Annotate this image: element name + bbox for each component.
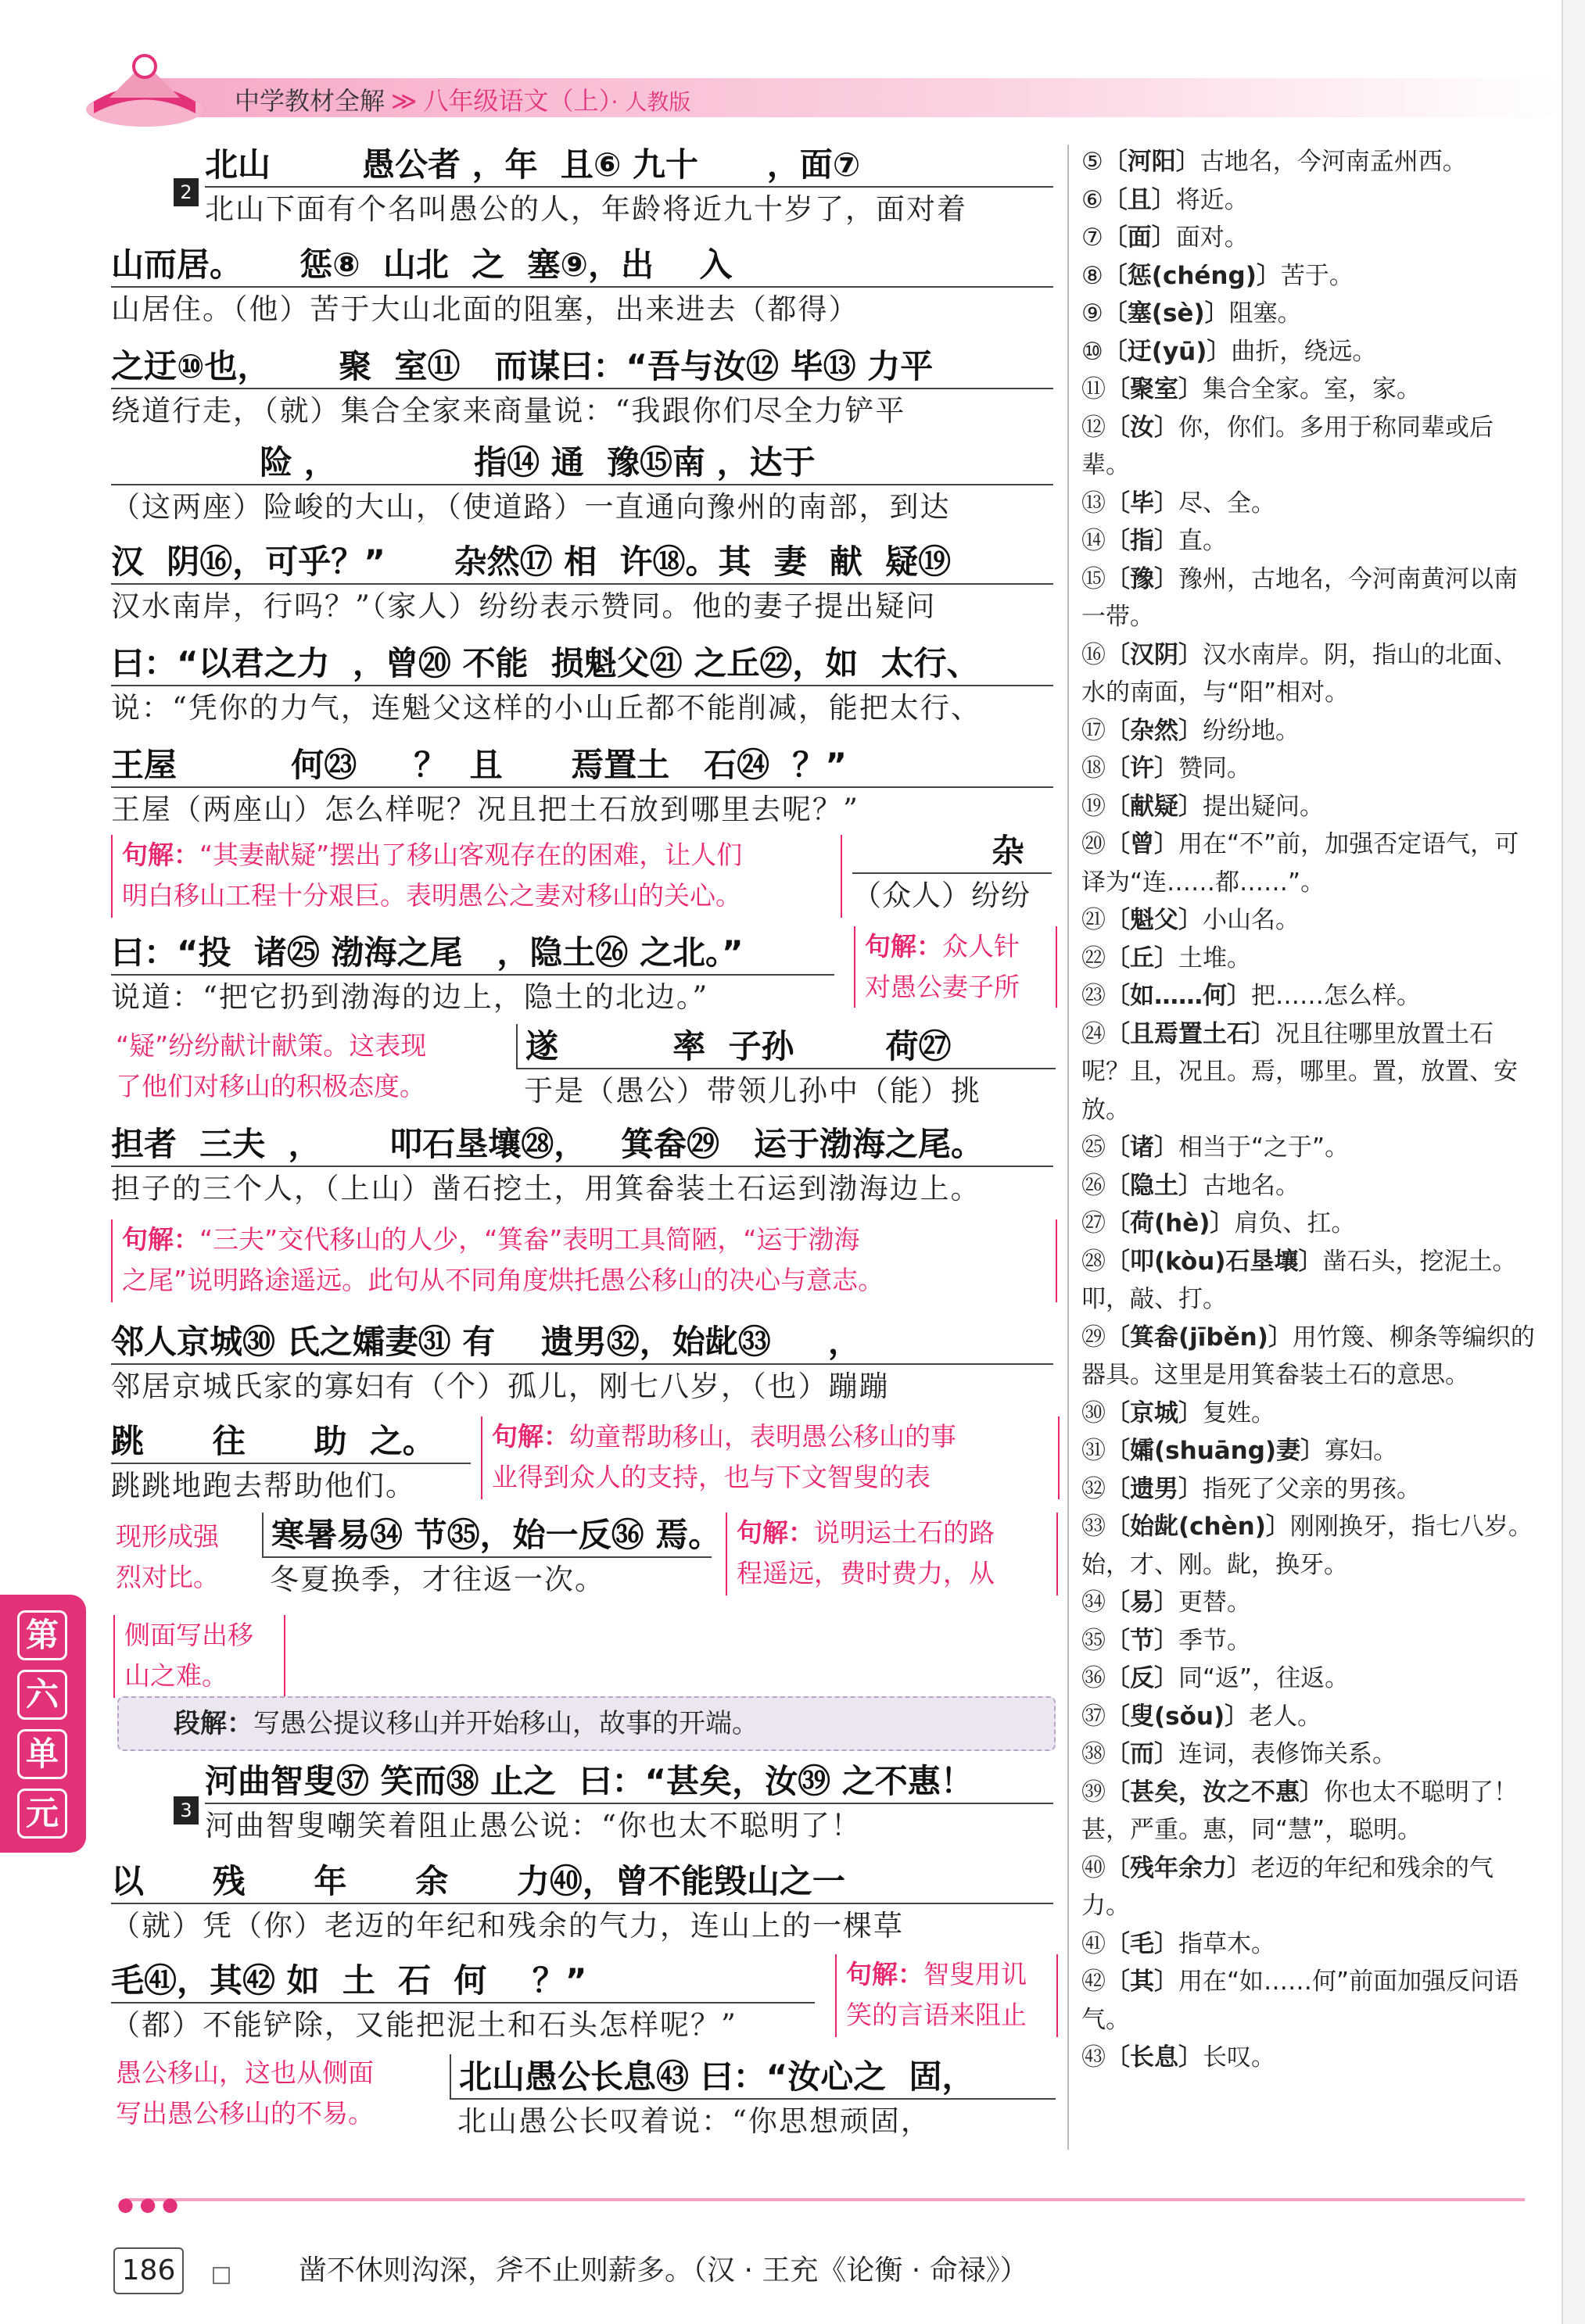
analysis-label: 句解：: [846, 1959, 923, 1989]
unit-tab-char: 元: [17, 1789, 67, 1839]
annotation-text: 同“返”，往返。: [1178, 1664, 1350, 1692]
annotation-term: 〔曾〕: [1106, 830, 1178, 858]
annotation-term: 〔面〕: [1103, 224, 1176, 252]
annotation-text: 用竹篾、柳条等编织的器具。这里是用箕畚装土石的意思。: [1081, 1323, 1535, 1389]
original-text: 之迂⑩也， 聚 室⑪ 而谋曰：“吾与汝⑫ 毕⑬ 力平: [111, 344, 1053, 389]
annotation-number: ⑳: [1081, 830, 1106, 858]
annotation-text: 用在“如……何”前面加强反问语气。: [1081, 1968, 1519, 2034]
annotation-item: [1081, 371, 1535, 409]
annotation-item: [1081, 636, 1535, 712]
footer-quote: 凿不休则沟深，斧不止则薪多。（汉 · 王充《论衡 · 命禄》）: [299, 2254, 1028, 2286]
translation-text: （众人）纷纷: [852, 879, 1031, 912]
original-text: 杂: [852, 829, 1052, 874]
annotation-term: 〔杂然〕: [1106, 716, 1203, 745]
original-text: 曰：“投 诸㉕ 渤海之尾 ，隐土㉖ 之北。”: [111, 930, 834, 976]
original-text: 邻人京城㉚ 氏之孀妻㉛ 有 遗男㉜，始龀㉝ ，: [111, 1320, 1053, 1365]
annotation-item: [1081, 257, 1535, 295]
annotation-item: [1081, 1167, 1535, 1205]
annotation-number: ㉖: [1081, 1171, 1106, 1200]
annotation-term: 〔叟(sǒu)〕: [1106, 1702, 1250, 1731]
annotation-item: [1081, 219, 1535, 257]
annotation-text: 小山名。: [1203, 906, 1300, 934]
original-text: 北山 愚公者 ，年 且⑥ 九十 ，面⑦: [205, 142, 1053, 188]
translation-text: 冬夏换季，才往返一次。: [270, 1563, 605, 1596]
annotation-text: 赞同。: [1178, 754, 1251, 782]
annotation-item: [1081, 825, 1535, 901]
annotation-text: 况且往哪里放置土石呢？且，况且。焉，哪里。置，放置、安放。: [1081, 1019, 1518, 1124]
annotation-item: [1081, 1395, 1535, 1433]
annotation-term: 〔孀(shuāng)妻〕: [1106, 1437, 1325, 1465]
annotations-column: [1081, 143, 1535, 2077]
translation-text: 说道：“把它扔到渤海的边上，隐土的北边。”: [111, 980, 709, 1014]
translation-text: 北山愚公长叹着说：“你思想顽固，: [457, 2104, 931, 2138]
footer-rule: [125, 2198, 1525, 2201]
annotation-number: ⑮: [1081, 564, 1106, 593]
sentence-analysis: [835, 1954, 1058, 2037]
analysis-label: 句解：: [492, 1421, 569, 1452]
annotation-item: [1081, 940, 1535, 978]
annotation-item: [1081, 181, 1535, 220]
book-title: 中学教材全解: [235, 86, 385, 116]
grade-label: 八年级语文（上）: [423, 86, 611, 116]
annotation-item: [1081, 1735, 1535, 1774]
annotation-number: ㉗: [1081, 1209, 1106, 1237]
annotation-item: [1081, 901, 1535, 940]
annotation-number: ㉙: [1081, 1323, 1106, 1352]
sentence-analysis: [111, 835, 842, 918]
annotation-term: 〔丘〕: [1106, 944, 1178, 972]
analysis-continuation: “疑”纷纷献计献策。这表现 了他们对移山的积极态度。: [116, 1030, 427, 1101]
translation-text: 汉水南岸，行吗？”（家人）纷纷表示赞同。他的妻子提出疑问: [111, 589, 937, 623]
annotation-item: [1081, 1774, 1535, 1850]
annotation-text: 用在“不”前，加强否定语气，可译为“连……都……”。: [1081, 830, 1519, 897]
paragraph-number: 2: [174, 178, 199, 206]
annotation-term: 〔毛〕: [1106, 1929, 1178, 1958]
annotation-number: ㉓: [1081, 982, 1106, 1010]
annotation-text: 集合全家。室，家。: [1203, 375, 1421, 403]
original-text: 险 ， 指⑭ 通 豫⑮南 ，达于: [111, 440, 1053, 485]
annotation-term: 〔豫〕: [1106, 564, 1178, 593]
annotation-text: 寡妇。: [1325, 1437, 1398, 1465]
translation-text: 说：“凭你的力气，连魁父这样的小山丘都不能削减，能把太行、: [111, 691, 981, 725]
annotation-text: 提出疑问。: [1203, 792, 1324, 821]
annotation-term: 〔毕〕: [1106, 489, 1178, 517]
analysis-continuation: 现形成强 烈对比。: [116, 1521, 219, 1592]
annotation-number: ㊶: [1081, 1929, 1106, 1958]
annotation-item: [1081, 560, 1535, 636]
annotation-item: [1081, 1470, 1535, 1509]
annotation-text: 指死了父亲的男孩。: [1203, 1474, 1421, 1503]
checkbox-square-icon: [213, 2267, 230, 2284]
annotation-text: 肩负、扛。: [1234, 1209, 1356, 1237]
annotation-text: 老人。: [1249, 1702, 1322, 1731]
annotation-number: ㊴: [1081, 1778, 1106, 1807]
unit-tab-char: 单: [17, 1729, 67, 1779]
annotation-number: ㉝: [1081, 1513, 1106, 1541]
analysis-text: 众人针 对愚公妻子所: [865, 931, 1020, 1002]
annotation-text: 季节。: [1178, 1626, 1251, 1655]
analysis-text: 智叟用讥 笑的言语来阻止: [846, 1959, 1027, 2030]
annotation-number: ㉔: [1081, 1019, 1106, 1048]
translation-text: 跳跳地跑去帮助他们。: [111, 1469, 416, 1502]
annotation-item: [1081, 1205, 1535, 1243]
annotation-item: [1081, 1432, 1535, 1470]
original-text: 遂 率 子孙 荷㉗: [516, 1024, 1056, 1069]
original-text: 寒暑易㉞ 节㉟，始一反㊱ 焉。: [262, 1513, 712, 1558]
sentence-analysis: [481, 1416, 1060, 1499]
page-edge-decoration: [1539, 0, 1585, 2324]
annotation-number: ⑫: [1081, 413, 1106, 442]
annotation-term: 〔叩(kòu)石垦壤〕: [1106, 1247, 1323, 1276]
paragraph-number: 3: [174, 1796, 199, 1824]
annotation-number: ㉜: [1081, 1474, 1106, 1503]
analysis-label: 句解：: [122, 1224, 199, 1255]
annotation-number: ㊵: [1081, 1853, 1106, 1882]
book-logo-icon: [78, 39, 211, 133]
annotation-term: 〔许〕: [1106, 754, 1178, 782]
footer-dots: ● ● ●: [117, 2193, 179, 2215]
original-text: 担者 三夫 ， 叩石垦壤㉘， 箕畚㉙ 运于渤海之尾。: [111, 1122, 1053, 1167]
annotation-text: 曲折，绕远。: [1231, 337, 1377, 366]
annotation-item: [1081, 750, 1535, 788]
annotation-text: 长叹。: [1203, 2043, 1275, 2072]
page-number: 186: [113, 2247, 184, 2294]
annotation-number: ⑲: [1081, 792, 1106, 821]
annotation-text: 阻塞。: [1228, 299, 1302, 328]
annotation-text: 凿石头，挖泥土。叩，敲、打。: [1081, 1247, 1517, 1313]
analysis-label: 句解：: [865, 931, 942, 961]
annotation-number: ⑯: [1081, 640, 1106, 669]
sentence-analysis: [854, 926, 1057, 1008]
annotation-item: [1081, 788, 1535, 826]
translation-text: 王屋（两座山）怎么样呢？况且把土石放到哪里去呢？”: [111, 793, 859, 826]
annotation-term: 〔指〕: [1106, 527, 1178, 555]
annotation-term: 〔而〕: [1106, 1740, 1178, 1768]
annotation-number: ㉕: [1081, 1133, 1106, 1162]
annotation-number: ㊱: [1081, 1664, 1106, 1692]
translation-text: （都）不能铲除，又能把泥土和石头怎样呢？”: [111, 2008, 737, 2042]
annotation-item: [1081, 1963, 1535, 2039]
translation-text: （这两座）险峻的大山，（使道路）一直通向豫州的南部，到达: [111, 490, 951, 524]
annotation-text: 连词，表修饰关系。: [1178, 1740, 1397, 1768]
analysis-label: 句解：: [737, 1517, 814, 1548]
annotation-term: 〔诸〕: [1106, 1133, 1178, 1162]
annotation-term: 〔且〕: [1103, 185, 1176, 214]
annotation-item: [1081, 485, 1535, 523]
annotation-text: 老迈的年纪和残余的气力。: [1081, 1853, 1494, 1920]
original-text: 王屋 何㉓ ？ 且 焉置土 石㉔ ？”: [111, 743, 1053, 788]
translation-text: 北山下面有个名叫愚公的人，年龄将近九十岁了，面对着: [205, 192, 967, 226]
annotation-number: ㉛: [1081, 1437, 1106, 1465]
page-header: [0, 0, 1585, 137]
header-arrow: ≫: [391, 86, 418, 116]
translation-text: 于是（愚公）带领儿孙中（能）挑: [524, 1074, 981, 1108]
paragraph-summary: [117, 1696, 1056, 1751]
sentence-analysis: [726, 1513, 1058, 1595]
sentence-analysis: [111, 1219, 1057, 1302]
annotation-text: 纷纷地。: [1203, 716, 1300, 745]
annotation-number: ⑰: [1081, 716, 1106, 745]
annotation-item: [1081, 2039, 1535, 2077]
annotation-term: 〔汉阴〕: [1106, 640, 1203, 669]
annotation-text: 把……怎么样。: [1251, 982, 1421, 1010]
annotation-item: [1081, 1925, 1535, 1964]
annotation-item: [1081, 1850, 1535, 1925]
annotation-term: 〔荷(hè)〕: [1106, 1209, 1235, 1237]
annotation-number: ⑱: [1081, 754, 1106, 782]
annotation-number: ㉟: [1081, 1626, 1106, 1655]
annotation-text: 尽、全。: [1178, 489, 1275, 517]
annotation-item: [1081, 1622, 1535, 1660]
unit-tab-char: 六: [17, 1670, 67, 1720]
translation-text: 担子的三个人，（上山）凿石挖土，用箕畚装土石运到渤海边上。: [111, 1172, 981, 1205]
annotation-number: ㉒: [1081, 944, 1106, 972]
annotation-term: 〔聚室〕: [1106, 375, 1203, 403]
analysis-continuation: 愚公移山，这也从侧面 写出愚公移山的不易。: [116, 2057, 374, 2129]
annotation-term: 〔其〕: [1106, 1968, 1178, 1996]
annotation-item: [1081, 1584, 1535, 1622]
annotation-term: 〔残年余力〕: [1106, 1853, 1251, 1882]
summary-label: 段解：: [174, 1708, 253, 1739]
original-text: 跳 往 助 之。: [111, 1419, 471, 1464]
annotation-item: [1081, 1243, 1535, 1319]
annotation-number: ⑧: [1081, 261, 1103, 290]
analysis-text: 幼童帮助移山，表明愚公移山的事 业得到众人的支持，也与下文智叟的表: [492, 1421, 956, 1492]
summary-text: 写愚公提议移山并开始移山，故事的开端。: [253, 1708, 758, 1739]
annotation-text: 相当于“之于”。: [1178, 1133, 1350, 1162]
annotation-text: 复姓。: [1203, 1398, 1275, 1427]
annotation-number: ㉑: [1081, 906, 1106, 934]
original-text: 毛㊶，其㊷ 如 土 石 何 ？”: [111, 1958, 815, 2004]
original-text: 河曲智叟㊲ 笑而㊳ 止之 曰：“甚矣，汝㊴ 之不惠！: [205, 1759, 1053, 1804]
annotation-item: [1081, 295, 1535, 333]
translation-text: （就）凭（你）老迈的年纪和残余的气力，连山上的一棵草: [111, 1909, 904, 1943]
unit-tab-char: 第: [17, 1610, 67, 1660]
annotation-number: ㊷: [1081, 1968, 1106, 1996]
annotation-text: 苦于。: [1280, 261, 1354, 290]
translation-text: 邻居京城氏家的寡妇有（个）孤儿，刚七八岁，（也）蹦蹦: [111, 1370, 890, 1403]
annotation-number: ⑭: [1081, 527, 1106, 555]
translation-text: 河曲智叟嘲笑着阻止愚公说：“你也太不聪明了！: [205, 1809, 862, 1842]
annotation-text: 指草木。: [1178, 1929, 1275, 1958]
annotation-text: 更替。: [1178, 1588, 1251, 1617]
annotation-item: [1081, 409, 1535, 485]
original-text: 以 残 年 余 力㊵，曾不能毁山之一: [111, 1859, 1053, 1904]
annotation-term: 〔如……何〕: [1106, 982, 1251, 1010]
annotation-number: ⑨: [1081, 299, 1103, 328]
annotation-text: 直。: [1178, 527, 1227, 555]
annotation-text: 将近。: [1175, 185, 1249, 214]
analysis-text: 说明运土石的路 程遥远，费时费力，从: [737, 1517, 995, 1588]
original-text: 汉 阴⑯，可乎？” 杂然⑰ 相 许⑱。其 妻 献 疑⑲: [111, 539, 1053, 585]
original-text: 曰：“以君之力 ，曾⑳ 不能 损魁父㉑ 之丘㉒，如 太行、: [111, 641, 1053, 686]
annotation-number: ⑬: [1081, 489, 1106, 517]
annotation-item: [1081, 1660, 1535, 1698]
annotation-term: 〔惩(chéng)〕: [1103, 261, 1281, 290]
annotation-term: 〔节〕: [1106, 1626, 1178, 1655]
annotation-term: 〔遗男〕: [1106, 1474, 1203, 1503]
annotation-number: ㉘: [1081, 1247, 1106, 1276]
annotation-number: ⑪: [1081, 375, 1106, 403]
annotation-term: 〔箕畚(jīběn)〕: [1106, 1323, 1293, 1352]
translation-text: 绕道行走，（就）集合全家来商量说：“我跟你们尽全力铲平: [111, 394, 906, 428]
annotation-number: ㊸: [1081, 2043, 1106, 2072]
annotation-item: [1081, 1319, 1535, 1395]
annotation-item: [1081, 1015, 1535, 1130]
annotation-number: ⑩: [1081, 337, 1103, 366]
header-title: [235, 81, 690, 117]
annotation-term: 〔京城〕: [1106, 1398, 1203, 1427]
annotation-text: 古地名，今河南孟州西。: [1200, 148, 1467, 176]
annotation-number: ⑤: [1081, 148, 1103, 176]
translation-text: 山居住。（他）苦于大山北面的阻塞，出来进去（都得）: [111, 292, 859, 326]
annotation-number: ㉚: [1081, 1398, 1106, 1427]
annotation-term: 〔且焉置土石〕: [1106, 1019, 1275, 1048]
annotation-term: 〔反〕: [1106, 1664, 1178, 1692]
annotation-item: [1081, 522, 1535, 560]
annotation-term: 〔塞(sè)〕: [1103, 299, 1229, 328]
original-text: 北山愚公长息㊸ 曰：“汝心之 固，: [450, 2054, 1056, 2100]
annotation-term: 〔迂(yū)〕: [1103, 337, 1232, 366]
annotation-item: [1081, 333, 1535, 371]
annotation-term: 〔河阳〕: [1103, 148, 1200, 176]
annotation-term: 〔易〕: [1106, 1588, 1178, 1617]
annotation-text: 刚刚换牙，指七八岁。始，才、刚。龀，换牙。: [1081, 1513, 1533, 1579]
analysis-label: 句解：: [122, 840, 199, 870]
original-text: 山而居。 惩⑧ 山北 之 塞⑨，出 入: [111, 242, 1053, 288]
annotation-text: 土堆。: [1178, 944, 1251, 972]
annotation-text: 面对。: [1175, 224, 1249, 252]
annotation-item: [1081, 712, 1535, 750]
column-divider: [1067, 145, 1069, 2150]
annotation-item: [1081, 1698, 1535, 1736]
analysis-text: “三夫”交代移山的人少，“箕畚”表明工具简陋，“运于渤海 之尾”说明路途遥远。此句从不同角度烘托愚公移山的决心与意志。: [122, 1224, 884, 1295]
annotation-item: [1081, 143, 1535, 181]
unit-tab: [0, 1595, 86, 1853]
analysis-text: “其妻献疑”摆出了移山客观存在的困难，让人们 明白移山工程十分艰巨。表明愚公之妻对移山的关心。: [122, 840, 743, 911]
annotation-text: 古地名。: [1203, 1171, 1300, 1200]
annotation-term: 〔长息〕: [1106, 2043, 1203, 2072]
annotation-term: 〔汝〕: [1106, 413, 1178, 442]
annotation-term: 〔献疑〕: [1106, 792, 1203, 821]
edition-label: · 人教版: [611, 89, 691, 115]
annotation-text: 豫州，古地名，今河南黄河以南一带。: [1081, 564, 1518, 631]
annotation-term: 〔魁父〕: [1106, 906, 1203, 934]
annotation-text: 你也太不聪明了！甚，严重。惠，同“慧”，聪明。: [1081, 1778, 1518, 1844]
annotation-number: ⑥: [1081, 185, 1103, 214]
annotation-text: 你，你们。多用于称同辈或后辈。: [1081, 413, 1494, 479]
annotation-item: [1081, 977, 1535, 1015]
annotation-item: [1081, 1508, 1535, 1584]
annotation-number: ㊲: [1081, 1702, 1106, 1731]
annotation-term: 〔甚矣，汝之不惠〕: [1106, 1778, 1324, 1807]
annotation-number: ⑦: [1081, 224, 1103, 252]
annotation-number: ㊳: [1081, 1740, 1106, 1768]
annotation-item: [1081, 1129, 1535, 1167]
text-line: [852, 829, 1056, 921]
annotation-term: 〔始龀(chèn)〕: [1106, 1513, 1290, 1541]
analysis-continuation: 侧面写出移 山之难。: [113, 1615, 285, 1698]
annotation-number: ㉞: [1081, 1588, 1106, 1617]
annotation-term: 〔隐土〕: [1106, 1171, 1203, 1200]
annotation-text: 汉水南岸。阴，指山的北面、水的南面，与“阳”相对。: [1081, 640, 1518, 707]
